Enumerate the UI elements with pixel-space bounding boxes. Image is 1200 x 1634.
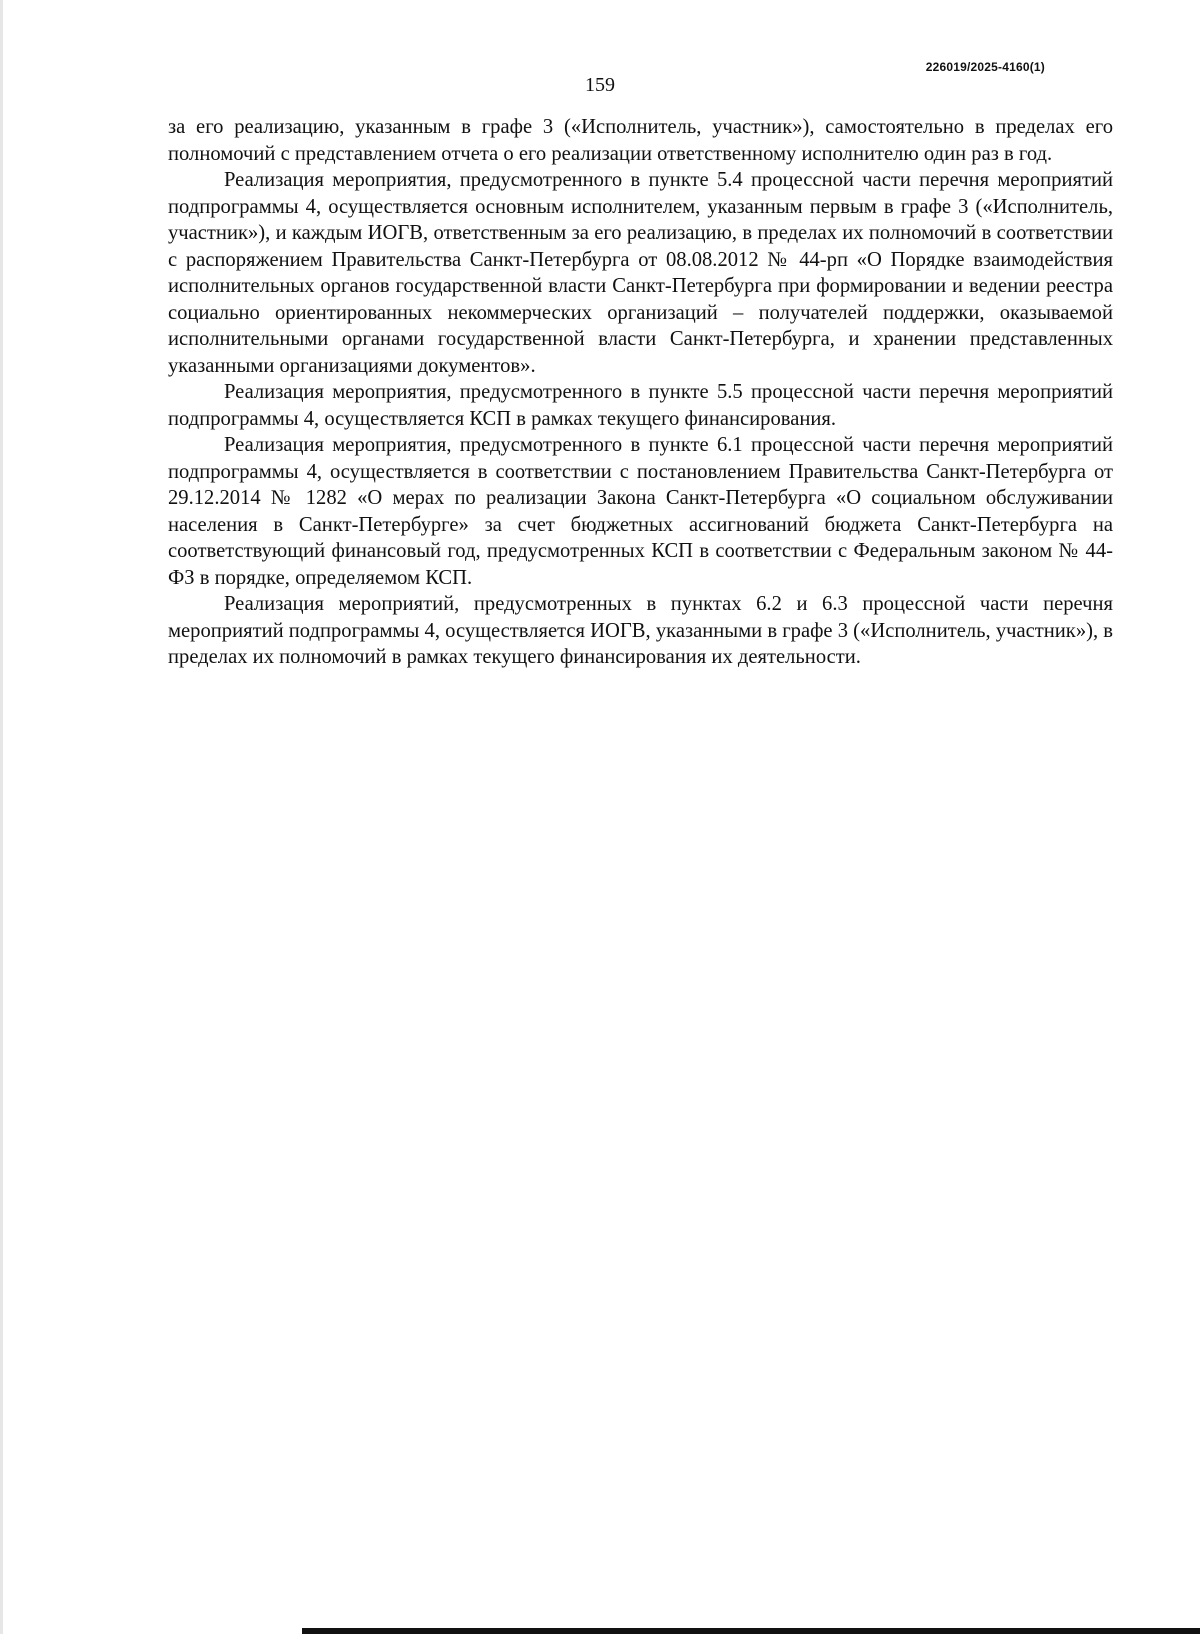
registration-number: 226019/2025-4160(1)	[925, 60, 1045, 74]
paragraph-6-1: Реализация мероприятия, предусмотренного в пункте 6.1 процессной части перечня мероприятий подпрограммы 4, осуществляется в соответствии с постановлением Правительства Санкт-Петербурга от 29.12.2014 № 1282 «О мерах по реализации Закона Санкт-Петербурга «О социальном обслуживании населения в Санкт-Петербурге» за счет бюджетных ассигнований бюджета Санкт-Петербурга на соответствующий финансовый год, предусмотренных КСП в соответствии с Федеральным законом № 44-ФЗ в порядке, определяемом КСП.	[168, 434, 1113, 589]
paragraph-6-2-6-3: Реализация мероприятий, предусмотренных в пунктах 6.2 и 6.3 процессной части перечня мероприятий подпрограммы 4, осуществляется ИОГВ, указанными в графе 3 («Исполнитель, участник»), в пределах их полномочий в рамках текущего финансирования их деятельности.	[168, 593, 1113, 668]
paragraph-5-5: Реализация мероприятия, предусмотренного в пункте 5.5 процессной части перечня мероприятий подпрограммы 4, осуществляется КСП в рамках текущего финансирования.	[168, 381, 1113, 430]
page-number: 159	[585, 74, 615, 96]
paragraph-5-4: Реализация мероприятия, предусмотренного в пункте 5.4 процессной части перечня мероприятий подпрограммы 4, осуществляется основным исполнителем, указанным первым в графе 3 («Исполнитель, участник»), и каждым ИОГВ, ответственным за его реализацию, в пределах их полномочий в соответствии с распоряжением Правительства Санкт-Петербурга от 08.08.2012 № 44-рп «О Порядке взаимодействия исполнительных органов государственной власти Санкт-Петербурга при формировании и ведении реестра социально ориентированных некоммерческих организаций – получателей поддержки, оказываемой исполнительными органами государственной власти Санкт-Петербурга, и хранении представленных указанными организациями документов».	[168, 169, 1113, 377]
scan-edge	[0, 0, 3, 1634]
scan-bottom-rule	[302, 1628, 1200, 1634]
body-text	[168, 114, 1113, 671]
paragraph-continuation: за его реализацию, указанным в графе 3 («Исполнитель, участник»), самостоятельно в пределах его полномочий с представлением отчета о его реализации ответственному исполнителю один раз в год.	[168, 116, 1113, 165]
